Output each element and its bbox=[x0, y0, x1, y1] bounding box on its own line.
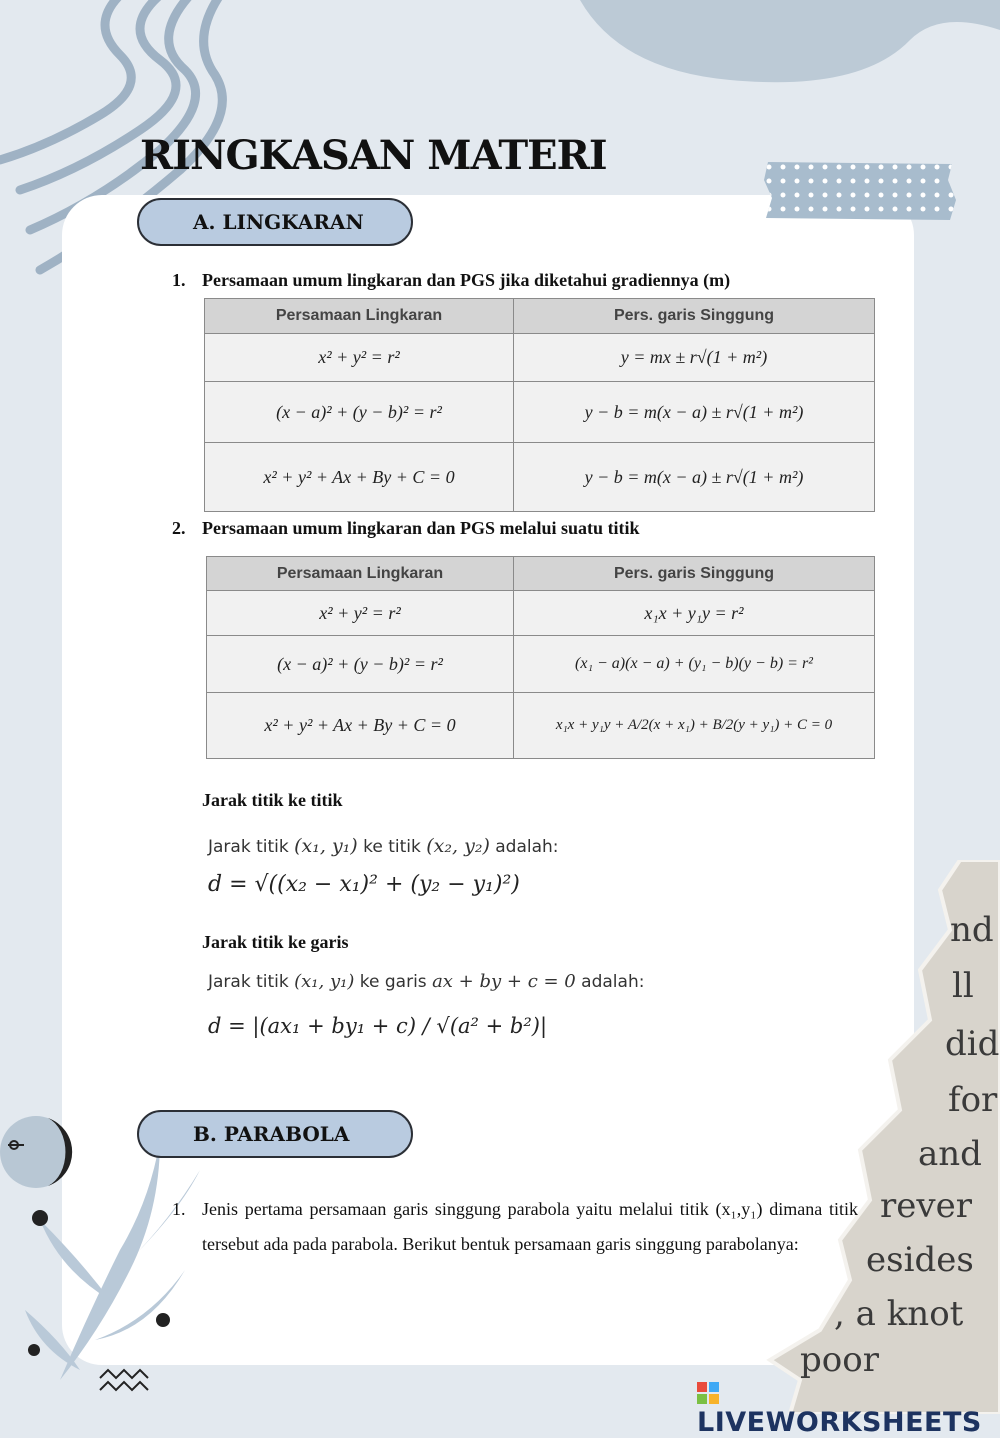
distance-line-heading: Jarak titik ke garis bbox=[202, 932, 349, 952]
torn-paper-word-4: and bbox=[918, 1134, 982, 1174]
torn-paper-word-8: poor bbox=[800, 1340, 879, 1380]
distance-points-lead-c: adalah: bbox=[495, 837, 559, 857]
liveworksheets-icon bbox=[697, 1382, 719, 1404]
torn-paper-word-5: rever bbox=[880, 1186, 972, 1226]
torn-paper-word-0: nd bbox=[950, 910, 994, 950]
table1-cell-0-1: y = mx ± r√(1 + m²) bbox=[514, 334, 875, 382]
torn-paper-word-1: ll bbox=[952, 966, 974, 1006]
parabola-item1-text: Jenis pertama persamaan garis singgung parabola yaitu melalui titik (x₁,y₁) dimana titik tersebut ada pada parabola. Berikut bentuk persamaan garis singgung parabolanya: bbox=[202, 1199, 858, 1254]
table2-header-row bbox=[207, 557, 875, 591]
distance-line-p1: (x₁, y₁) bbox=[294, 971, 355, 992]
item2-heading bbox=[172, 518, 640, 539]
item1-text: Persamaan umum lingkaran dan PGS jika diketahui gradiennya (m) bbox=[202, 270, 731, 290]
table1-cell-1-1: y − b = m(x − a) ± r√(1 + m²) bbox=[514, 382, 875, 443]
item1-heading bbox=[172, 270, 730, 291]
table2-cell-2-0: x² + y² + Ax + By + C = 0 bbox=[207, 693, 514, 759]
item2-text: Persamaan umum lingkaran dan PGS melalui suatu titik bbox=[202, 518, 640, 538]
table2-cell-1-0: (x − a)² + (y − b)² = r² bbox=[207, 636, 514, 693]
distance-line-equation: ax + by + c = 0 bbox=[432, 971, 576, 992]
table1-header-0: Persamaan Lingkaran bbox=[205, 299, 514, 334]
table2-header-0: Persamaan Lingkaran bbox=[207, 557, 514, 591]
section-a-badge: A. LINGKARAN bbox=[137, 198, 413, 246]
table2-cell-0-1: x₁x + y₁y = r² bbox=[514, 591, 875, 636]
distance-points-lead bbox=[208, 835, 559, 857]
table1-cell-2-1: y − b = m(x − a) ± r√(1 + m²) bbox=[514, 443, 875, 512]
distance-line-lead bbox=[208, 971, 644, 992]
distance-points-formula: d = √((x₂ − x₁)² + (y₂ − y₁)²) bbox=[208, 872, 520, 897]
torn-paper-word-6: esides bbox=[866, 1240, 974, 1280]
liveworksheets-logo bbox=[697, 1376, 1000, 1438]
distance-points-lead-b: ke titik bbox=[363, 837, 421, 857]
item1-number: 1. bbox=[172, 270, 186, 290]
table-row bbox=[207, 693, 875, 759]
distance-points-p1: (x₁, y₁) bbox=[294, 835, 358, 857]
table-row bbox=[207, 591, 875, 636]
table1-header-1: Pers. garis Singgung bbox=[514, 299, 875, 334]
table2 bbox=[206, 556, 875, 759]
distance-line-lead-b: ke garis bbox=[359, 972, 427, 992]
distance-line-lead-c: adalah: bbox=[581, 972, 645, 992]
parabola-item1-number: 1. bbox=[172, 1199, 186, 1219]
table2-cell-1-1: (x₁ − a)(x − a) + (y₁ − b)(y − b) = r² bbox=[514, 636, 875, 693]
distance-points-p2: (x₂, y₂) bbox=[426, 835, 490, 857]
brand-name: LIVEWORKSHEETS bbox=[697, 1407, 982, 1438]
torn-paper-word-2: did bbox=[945, 1024, 1000, 1064]
table1 bbox=[204, 298, 875, 512]
table2-header-1: Pers. garis Singgung bbox=[514, 557, 875, 591]
distance-line-formula: d = |(ax₁ + by₁ + c) / √(a² + b²)| bbox=[208, 1014, 548, 1038]
table2-cell-0-0: x² + y² = r² bbox=[207, 591, 514, 636]
section-b-badge: B. PARABOLA bbox=[137, 1110, 413, 1158]
table-row bbox=[205, 382, 875, 443]
torn-paper-word-3: for bbox=[948, 1080, 998, 1120]
item2-number: 2. bbox=[172, 518, 186, 538]
distance-points-lead-a: Jarak titik bbox=[208, 837, 289, 857]
table-row bbox=[205, 443, 875, 512]
parabola-item1 bbox=[172, 1192, 858, 1262]
torn-paper-word-7: , a knot bbox=[834, 1294, 964, 1334]
page-title: RINGKASAN MATERI bbox=[140, 132, 607, 179]
distance-line-lead-a: Jarak titik bbox=[208, 972, 289, 992]
table1-cell-0-0: x² + y² = r² bbox=[205, 334, 514, 382]
table-row bbox=[205, 334, 875, 382]
table2-cell-2-1: x₁x + y₁y + A/2(x + x₁) + B/2(y + y₁) + C = 0 bbox=[514, 693, 875, 759]
table-row bbox=[207, 636, 875, 693]
distance-points-heading: Jarak titik ke titik bbox=[202, 790, 343, 810]
table1-cell-1-0: (x − a)² + (y − b)² = r² bbox=[205, 382, 514, 443]
dotted-tape-decoration bbox=[762, 160, 958, 222]
table1-header-row bbox=[205, 299, 875, 334]
top-right-blob bbox=[560, 0, 1000, 100]
table1-cell-2-0: x² + y² + Ax + By + C = 0 bbox=[205, 443, 514, 512]
